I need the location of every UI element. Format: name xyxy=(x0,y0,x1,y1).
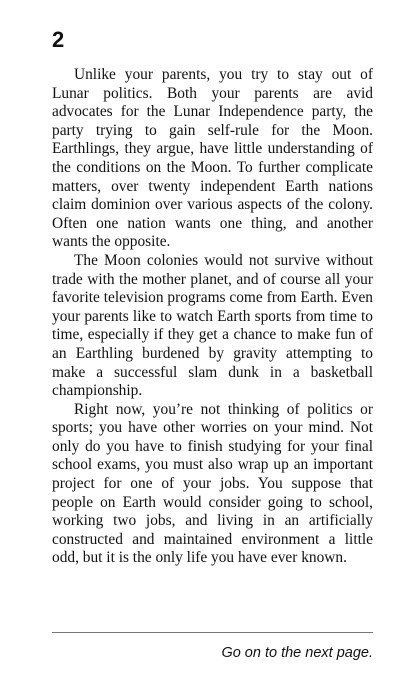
next-page-note: Go on to the next page. xyxy=(221,645,373,661)
paragraph-1: Unlike your parents, you try to stay out of Lunar politics. Both your parents are avid advocates for the Lunar Independence party, the party trying to gain self-rule for the Moon. Earthlings, they argue, have little understanding of the conditions on the Moon. To further complicate matters, over twenty independent Earth nations claim dominion over various aspects of the colony. Often one nation wants one thing, and another wants the opposite. xyxy=(52,66,373,251)
page-number: 2 xyxy=(52,27,65,52)
paragraph-2: The Moon colonies would not survive without trade with the mother planet, and of course all your favorite television programs come from Earth. Even your parents like to watch Earth sports from time to time, especially if they get a chance to make fun of an Earthling burdened by gravity attempting to make a successful slam dunk in a basketball championship. xyxy=(52,251,373,400)
paragraph-3: Right now, you’re not thinking of politics or sports; you have other worries on your mind. Not only do you have to finish studying for your final school exams, you must also wrap up an important project for one of your jobs. You suppose that people on Earth would consider going to school, working two jobs, and living in an artificially constructed and maintained environment a little odd, but it is the only life you have ever known. xyxy=(52,400,373,567)
footer-divider xyxy=(52,632,373,633)
story-text xyxy=(52,66,373,568)
